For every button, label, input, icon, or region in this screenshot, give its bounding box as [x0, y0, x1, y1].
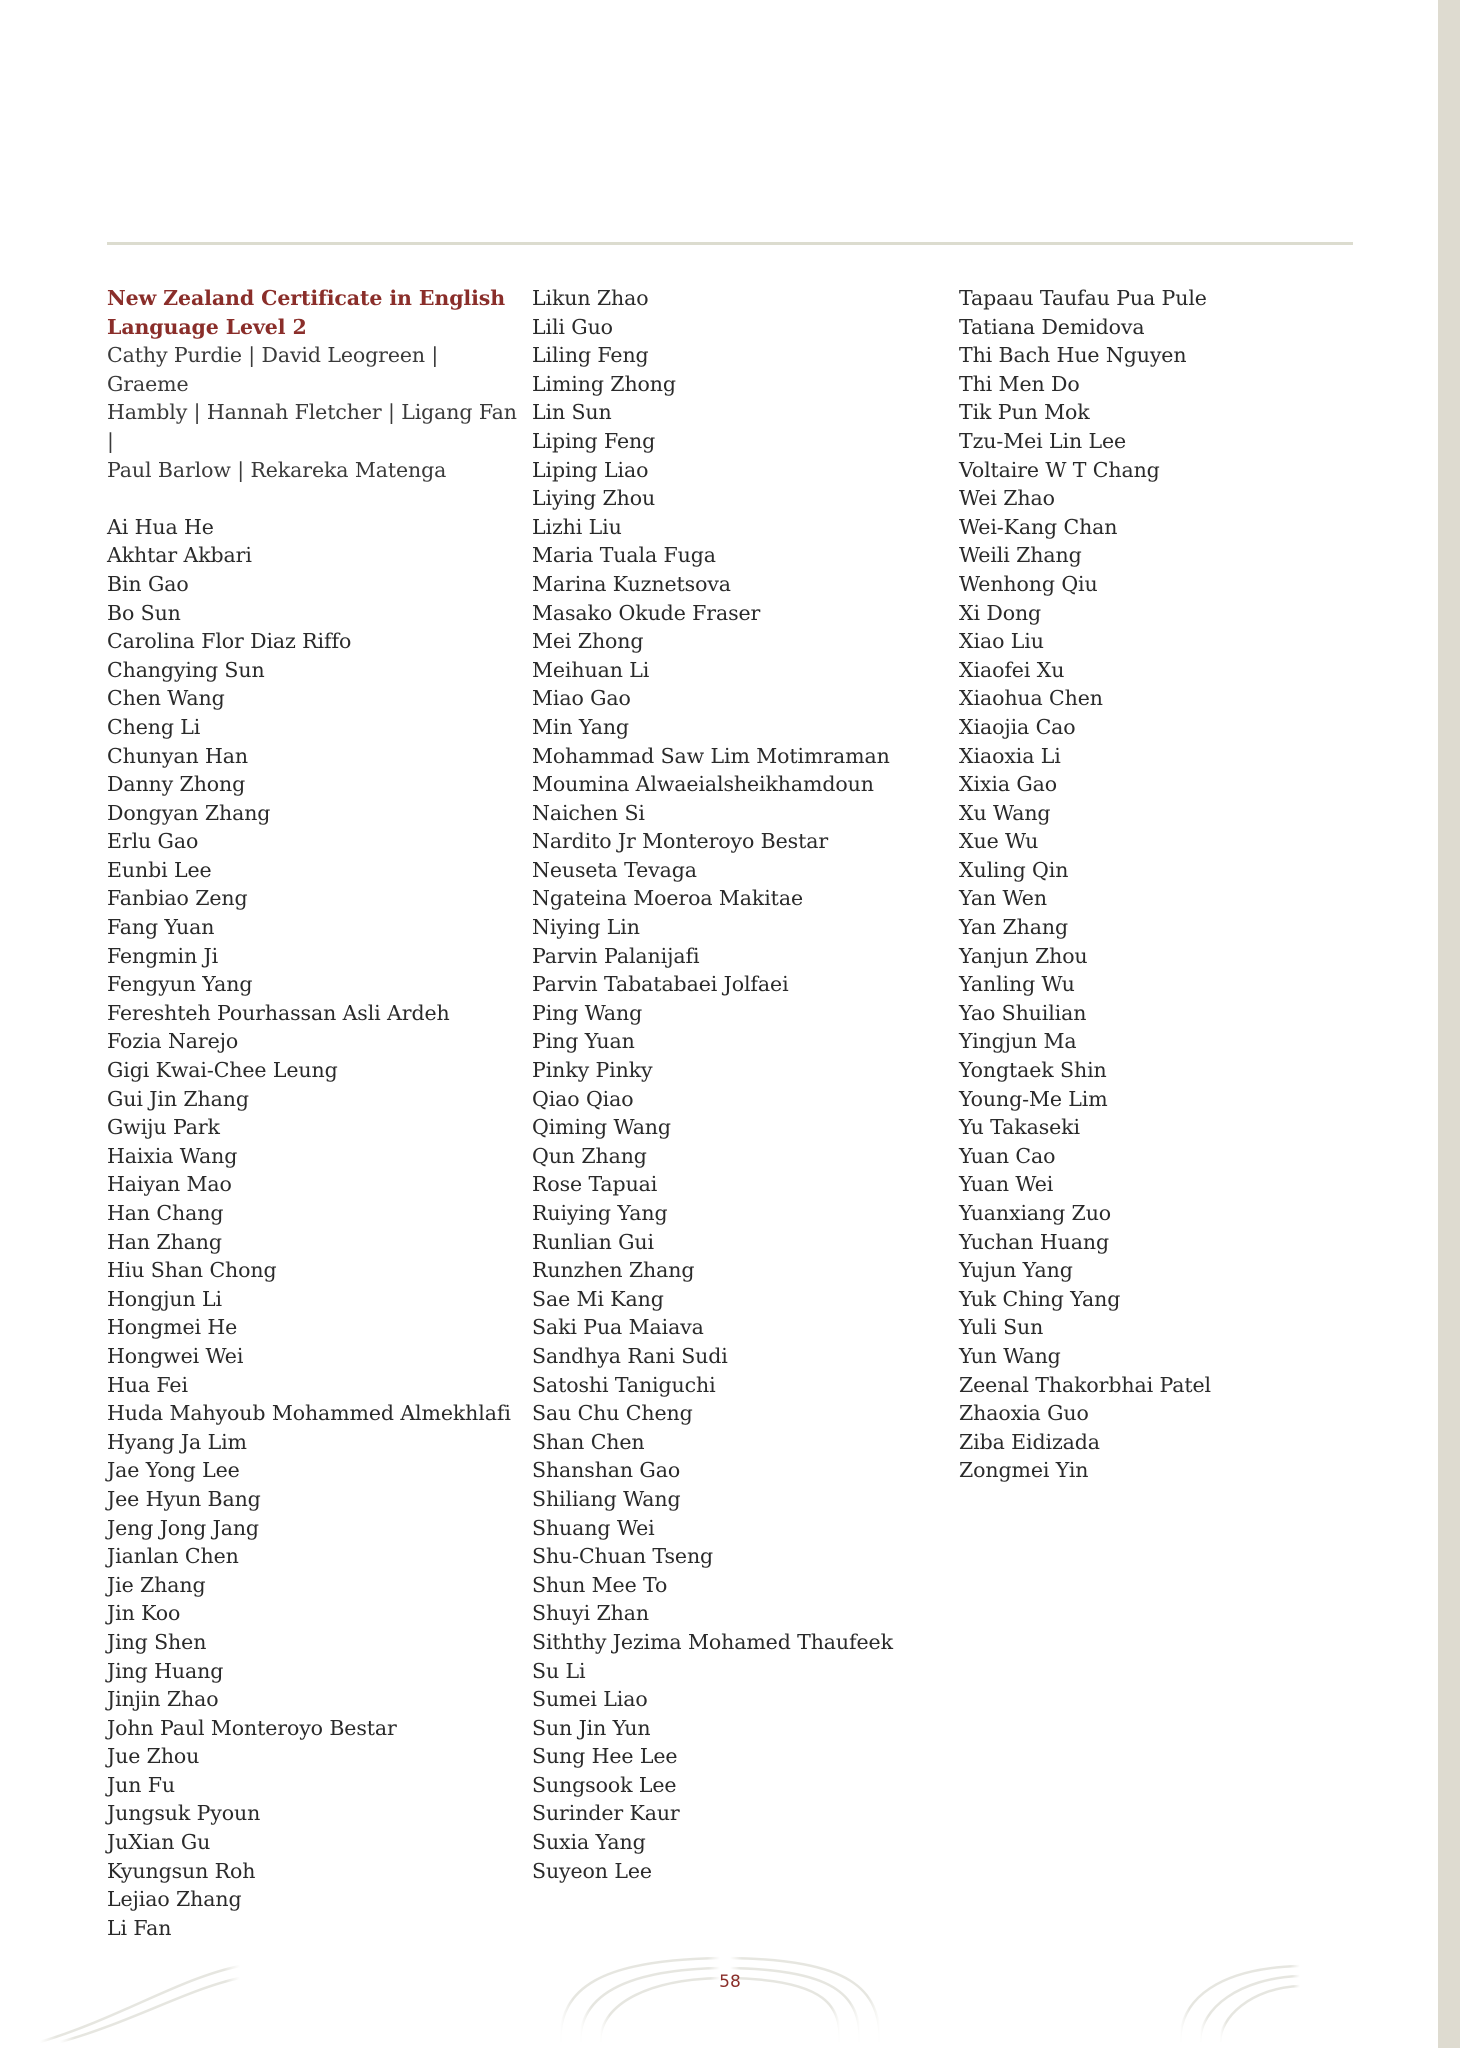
graduate-name: Zongmei Yin — [959, 1458, 1089, 1483]
graduate-name: Liping Feng — [532, 428, 656, 453]
graduate-name: Suxia Yang — [532, 1830, 646, 1855]
graduate-name: Yuan Wei — [959, 1172, 1054, 1197]
graduate-name: Satoshi Taniguchi — [532, 1372, 716, 1397]
spacer — [107, 484, 517, 513]
graduate-name: Xiaojia Cao — [959, 714, 1076, 739]
graduate-name: Thi Men Do — [959, 371, 1080, 396]
graduate-name: John Paul Monteroyo Bestar — [107, 1715, 397, 1740]
staff-line: Cathy Purdie | David Leogreen | Graeme — [107, 343, 439, 396]
graduate-name: Fereshteh Pourhassan Asli Ardeh — [107, 1000, 450, 1025]
graduate-name: Qun Zhang — [532, 1143, 647, 1168]
graduate-name: Hongjun Li — [107, 1286, 222, 1311]
graduate-name: Carolina Flor Diaz Riffo — [107, 629, 352, 654]
graduate-name: Yujun Yang — [959, 1258, 1073, 1283]
graduate-name: Siththy Jezima Mohamed Thaufeek — [532, 1629, 893, 1654]
graduate-name: Fanbiao Zeng — [107, 886, 248, 911]
graduate-name: Yanling Wu — [959, 972, 1075, 997]
graduate-name: Yan Wen — [959, 886, 1047, 911]
graduate-name: Han Chang — [107, 1201, 224, 1225]
graduate-name: Maria Tuala Fuga — [532, 543, 716, 568]
graduate-name: Lin Sun — [532, 400, 612, 425]
graduate-name: Hongmei He — [107, 1315, 238, 1340]
graduate-name: Bin Gao — [107, 571, 189, 596]
graduate-name: Tatiana Demidova — [959, 314, 1145, 339]
graduate-name: Rose Tapuai — [532, 1172, 658, 1197]
graduate-name: Zeenal Thakorbhai Patel — [959, 1372, 1212, 1397]
graduate-name: Yuk Ching Yang — [959, 1286, 1121, 1311]
graduate-name: Shun Mee To — [532, 1572, 668, 1597]
graduate-name: Jun Fu — [107, 1772, 175, 1797]
graduate-name: Sandhya Rani Sudi — [532, 1343, 728, 1368]
column-3 — [959, 284, 1369, 1485]
graduate-name: Weili Zhang — [959, 543, 1082, 568]
graduate-name: Xixia Gao — [959, 772, 1058, 797]
page-number: 58 — [719, 1972, 741, 1992]
graduate-name: Fang Yuan — [107, 915, 215, 940]
graduate-name: Xi Dong — [959, 600, 1042, 625]
graduate-name: Meihuan Li — [532, 657, 650, 682]
graduate-name: Suyeon Lee — [532, 1858, 652, 1883]
graduate-name: Yuan Cao — [959, 1143, 1056, 1168]
graduate-name: Ruiying Yang — [532, 1201, 668, 1225]
graduate-name: Runzhen Zhang — [532, 1258, 695, 1283]
graduate-name: Miao Gao — [532, 686, 631, 711]
graduate-name: Ai Hua He — [107, 514, 214, 539]
graduate-name: Thi Bach Hue Nguyen — [959, 343, 1187, 368]
staff-list — [107, 341, 517, 484]
graduate-name: Sun Jin Yun — [532, 1715, 651, 1740]
graduate-name: Sau Chu Cheng — [532, 1401, 693, 1426]
graduate-name: Shu-Chuan Tseng — [532, 1544, 714, 1569]
graduate-name: JuXian Gu — [107, 1830, 211, 1855]
graduate-name: Tapaau Taufau Pua Pule — [959, 286, 1207, 310]
graduate-name: Li Fan — [107, 1915, 172, 1940]
graduate-name: Qiming Wang — [532, 1115, 671, 1140]
graduate-name: Nardito Jr Monteroyo Bestar — [532, 829, 829, 854]
graduate-name: Jin Koo — [107, 1601, 181, 1626]
graduate-name: Fengmin Ji — [107, 943, 219, 968]
graduate-name: Sung Hee Lee — [532, 1744, 678, 1769]
graduate-name: Yuanxiang Zuo — [959, 1201, 1112, 1225]
graduate-name: Naichen Si — [532, 800, 645, 825]
graduate-name: Shuang Wei — [532, 1515, 655, 1540]
graduate-name: Yun Wang — [959, 1343, 1061, 1368]
graduate-list — [107, 513, 517, 1943]
footer-decoration — [0, 1938, 1438, 2048]
graduate-name: Likun Zhao — [532, 286, 649, 310]
graduate-name: Changying Sun — [107, 657, 265, 682]
graduate-name: Hongwei Wei — [107, 1343, 244, 1368]
graduate-name: Hyang Ja Lim — [107, 1429, 247, 1454]
graduate-name: Niying Lin — [532, 915, 640, 940]
graduate-name: Yan Zhang — [959, 915, 1068, 940]
graduate-name: Xu Wang — [959, 800, 1051, 825]
graduate-name: Jianlan Chen — [107, 1544, 239, 1569]
graduate-name: Jungsuk Pyoun — [107, 1801, 261, 1826]
graduate-name: Lili Guo — [532, 314, 613, 339]
graduate-name: Fengyun Yang — [107, 972, 253, 997]
graduate-name: Eunbi Lee — [107, 857, 212, 882]
graduate-name: Mohammad Saw Lim Motimraman — [532, 743, 890, 768]
graduate-name: Wenhong Qiu — [959, 571, 1098, 596]
staff-line: Paul Barlow | Rekareka Matenga — [107, 457, 447, 482]
graduate-name: Su Li — [532, 1658, 586, 1683]
graduate-name: Shan Chen — [532, 1429, 645, 1454]
graduate-name: Jue Zhou — [107, 1744, 200, 1769]
graduate-name: Erlu Gao — [107, 829, 199, 854]
graduate-name: Liming Zhong — [532, 371, 676, 396]
graduate-name: Sae Mi Kang — [532, 1286, 664, 1311]
graduate-name: Liping Liao — [532, 457, 649, 482]
graduate-name: Shiliang Wang — [532, 1486, 681, 1511]
graduate-name: Shanshan Gao — [532, 1458, 681, 1483]
section-heading-line: Language Level 2 — [107, 314, 307, 339]
graduate-name: Yanjun Zhou — [959, 943, 1088, 968]
graduate-name: Ping Yuan — [532, 1029, 635, 1054]
graduate-name: Marina Kuznetsova — [532, 571, 731, 596]
graduate-name: Cheng Li — [107, 714, 201, 739]
graduate-name: Jae Yong Lee — [107, 1458, 240, 1483]
graduate-name: Wei-Kang Chan — [959, 514, 1118, 539]
column-2 — [532, 284, 942, 1885]
section-heading-line: New Zealand Certificate in English — [107, 286, 506, 310]
graduate-name: Chen Wang — [107, 686, 225, 711]
graduate-name: Jeng Jong Jang — [107, 1515, 259, 1540]
graduate-name: Zhaoxia Guo — [959, 1401, 1089, 1426]
graduate-name: Liying Zhou — [532, 486, 656, 511]
graduate-name: Moumina Alwaeialsheikhamdoun — [532, 772, 874, 797]
graduate-name: Bo Sun — [107, 600, 181, 625]
graduate-name: Parvin Palanijafi — [532, 943, 700, 968]
graduate-name: Yuchan Huang — [959, 1229, 1110, 1254]
graduate-name: Jing Huang — [107, 1658, 224, 1683]
graduate-name: Hiu Shan Chong — [107, 1258, 277, 1283]
section-heading — [107, 284, 517, 341]
graduate-name: Tik Pun Mok — [959, 400, 1090, 425]
graduate-name: Jie Zhang — [107, 1572, 206, 1597]
graduate-name: Masako Okude Fraser — [532, 600, 761, 625]
graduate-name: Voltaire W T Chang — [959, 457, 1160, 482]
graduate-name: Ziba Eidizada — [959, 1429, 1100, 1454]
graduate-name: Huda Mahyoub Mohammed Almekhlafi — [107, 1401, 511, 1426]
graduate-name: Kyungsun Roh — [107, 1858, 256, 1883]
graduate-name: Sumei Liao — [532, 1687, 648, 1712]
graduate-name: Xiaohua Chen — [959, 686, 1103, 711]
column-1 — [107, 284, 517, 1942]
graduate-name: Runlian Gui — [532, 1229, 654, 1254]
graduate-name: Dongyan Zhang — [107, 800, 271, 825]
graduate-name: Mei Zhong — [532, 629, 644, 654]
graduate-name: Pinky Pinky — [532, 1058, 653, 1083]
graduate-name: Han Zhang — [107, 1229, 222, 1254]
graduate-name: Fozia Narejo — [107, 1029, 239, 1054]
graduate-name: Wei Zhao — [959, 486, 1055, 511]
graduate-name: Parvin Tabatabaei Jolfaei — [532, 972, 789, 997]
graduate-name: Jee Hyun Bang — [107, 1486, 261, 1511]
graduate-name: Akhtar Akbari — [107, 543, 252, 568]
graduate-name: Yao Shuilian — [959, 1000, 1087, 1025]
graduate-name: Xiao Liu — [959, 629, 1044, 654]
graduate-name: Hua Fei — [107, 1372, 188, 1397]
graduate-name: Yu Takaseki — [959, 1115, 1080, 1140]
graduate-name: Haixia Wang — [107, 1143, 238, 1168]
graduate-name: Xiaoxia Li — [959, 743, 1061, 768]
graduate-name: Surinder Kaur — [532, 1801, 680, 1826]
graduate-name: Gui Jin Zhang — [107, 1086, 249, 1111]
graduate-name: Saki Pua Maiava — [532, 1315, 704, 1340]
graduate-name: Shuyi Zhan — [532, 1601, 649, 1626]
graduate-name: Gwiju Park — [107, 1115, 220, 1140]
graduate-list — [959, 284, 1369, 1485]
graduate-name: Ping Wang — [532, 1000, 643, 1025]
graduate-name: Haiyan Mao — [107, 1172, 232, 1197]
graduate-name: Ngateina Moeroa Makitae — [532, 886, 803, 911]
graduate-name: Jinjin Zhao — [107, 1687, 219, 1712]
graduate-name: Yuli Sun — [959, 1315, 1044, 1340]
graduate-name: Lejiao Zhang — [107, 1887, 242, 1912]
graduate-name: Qiao Qiao — [532, 1086, 634, 1111]
graduate-name: Young-Me Lim — [959, 1086, 1108, 1111]
graduate-name: Liling Feng — [532, 343, 649, 368]
side-band — [1438, 0, 1460, 2048]
graduate-name: Sungsook Lee — [532, 1772, 677, 1797]
staff-line: Hambly | Hannah Fletcher | Ligang Fan | — [107, 400, 517, 453]
graduate-name: Chunyan Han — [107, 743, 249, 768]
graduate-name: Neuseta Tevaga — [532, 857, 697, 882]
graduate-name: Min Yang — [532, 714, 629, 739]
graduate-name: Tzu-Mei Lin Lee — [959, 428, 1127, 453]
graduate-name: Xuling Qin — [959, 857, 1069, 882]
graduate-name: Gigi Kwai-Chee Leung — [107, 1058, 338, 1083]
header-divider — [107, 242, 1353, 245]
graduate-name: Danny Zhong — [107, 772, 246, 797]
graduate-name: Jing Shen — [107, 1629, 207, 1654]
graduate-name: Xue Wu — [959, 829, 1039, 854]
graduate-name: Yongtaek Shin — [959, 1058, 1107, 1083]
graduate-name: Xiaofei Xu — [959, 657, 1065, 682]
graduate-list — [532, 284, 942, 1885]
graduate-name: Yingjun Ma — [959, 1029, 1077, 1054]
graduate-name: Lizhi Liu — [532, 514, 622, 539]
